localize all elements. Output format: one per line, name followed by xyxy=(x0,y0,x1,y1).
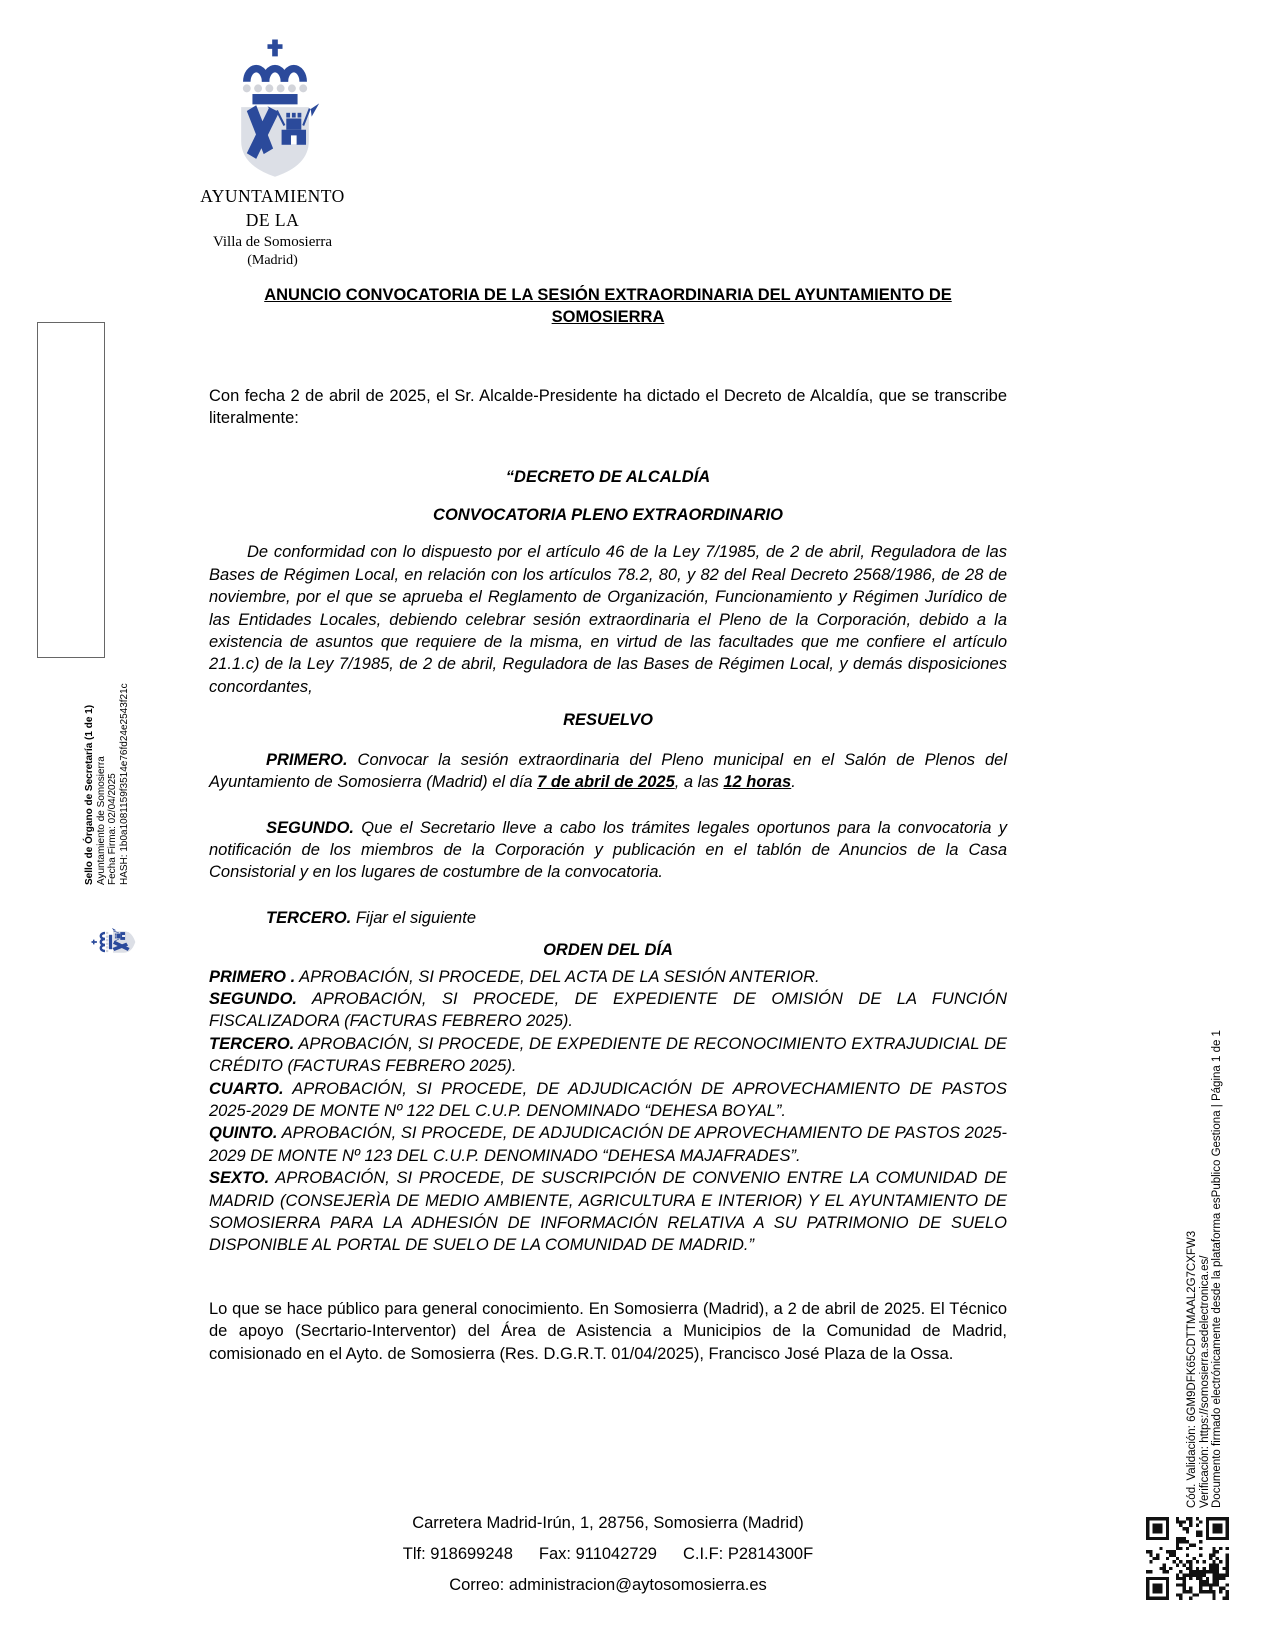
stamp-hash: HASH: 1b0a1081159f3514e76fd24e2543f21c xyxy=(118,683,130,885)
org-line-3: Villa de Somosierra xyxy=(212,234,333,250)
agenda-item-label: SEGUNDO. xyxy=(209,989,298,1008)
agenda-item xyxy=(209,988,1007,1033)
agenda-item-text: APROBACIÓN, SI PROCEDE, DEL ACTA DE LA SESIÓN ANTERIOR. xyxy=(295,967,820,986)
org-line-2: DE LA xyxy=(245,210,300,230)
decree-heading: “DECRETO DE ALCALDÍA xyxy=(505,467,711,486)
agenda-item xyxy=(209,1078,1007,1123)
agenda-item xyxy=(209,1033,1007,1078)
organization-name xyxy=(180,186,365,269)
agenda-item-text: APROBACIÓN, SI PROCEDE, DE ADJUDICACIÓN DE APROVECHAMIENTO DE PASTOS 2025-2029 DE MONTE Nº 122 DEL C.U.P. DENOMINADO “DEHESA BOYAL”. xyxy=(209,1079,1007,1120)
agenda-item-label: SEXTO. xyxy=(209,1169,270,1188)
footer-address: Carretera Madrid-Irún, 1, 28756, Somosierra (Madrid) xyxy=(412,1514,804,1532)
document-body xyxy=(209,284,1007,1365)
agenda-item-text: APROBACIÓN, SI PROCEDE, DE ADJUDICACIÓN DE APROVECHAMIENTO DE PASTOS 2025-2029 DE MONTE Nº 123 DEL C.U.P. DENOMINADO “DEHESA MAJAFRADES”. xyxy=(209,1124,1007,1165)
stamp-date: Fecha Firma: 02/04/2025 xyxy=(107,773,118,885)
agenda-item xyxy=(209,1167,1007,1257)
intro-paragraph: Con fecha 2 de abril de 2025, el Sr. Alcalde-Presidente ha dictado el Decreto de Alcaldía, que se transcribe literalmente: xyxy=(209,386,1007,428)
qr-code xyxy=(1146,1517,1229,1600)
footer-phones xyxy=(209,1539,1007,1570)
session-time: 12 horas xyxy=(723,773,792,792)
resolution-primero-text: Convocar la sesión extraordinaria del Pleno municipal en el Salón de Plenos del Ayuntamiento de Somosierra (Madrid) el día xyxy=(209,750,1007,792)
agenda-item-label: QUINTO. xyxy=(209,1124,278,1143)
footer-contact xyxy=(209,1508,1007,1601)
agenda-heading: ORDEN DEL DÍA xyxy=(543,941,673,960)
resolution-segundo xyxy=(209,817,1007,884)
footer-fax: Fax: 911042729 xyxy=(538,1545,657,1563)
org-line-4: (Madrid) xyxy=(247,253,298,268)
footer-cif: C.I.F: P2814300F xyxy=(682,1545,814,1563)
org-line-1: AYUNTAMIENTO xyxy=(200,186,345,206)
agenda-item-text: APROBACIÓN, SI PROCEDE, DE EXPEDIENTE DE RECONOCIMIENTO EXTRAJUDICIAL DE CRÉDITO (FACTURAS FEBRERO 2025). xyxy=(209,1034,1007,1076)
decree-preamble: De conformidad con lo dispuesto por el artículo 46 de la Ley 7/1985, de 2 de abril, Reguladora de las Bases de Régimen Local, en relación con los artículos 78.2, 80, y 82 del Real Decreto 2568/1986, de 28 de noviembre, por el que se aprueba el Reglamento de Organización, Funcionamiento y Régimen Jurídico de las Entidades Locales, debiendo celebrar sesión extraordinaria el Pleno de la Corporación, debido a la existencia de asuntos que requiere de la misma, en virtud de las facultades que me confiere el artículo 21.1.c) de la Ley 7/1985, de 2 de abril, Reguladora de las Bases de Régimen Local, y demás disposiciones concordantes, xyxy=(209,543,1007,696)
resuelvo-heading: RESUELVO xyxy=(563,711,653,730)
resolution-tercero-text: Fijar el siguiente xyxy=(351,908,476,927)
resolution-tercero xyxy=(209,907,1007,929)
validation-code: Cód. Validación: 6GM9DFK65CDTTMAAL2G7CXFW3 xyxy=(1186,1230,1198,1508)
stamp-title: Sello de Órgano de Secretaría (1 de 1) xyxy=(84,704,95,885)
session-date: 7 de abril de 2025 xyxy=(537,773,675,792)
validation-sidebar xyxy=(1186,933,1224,1508)
secretary-stamp-box xyxy=(37,322,130,885)
agenda-item xyxy=(209,1122,1007,1167)
closing-paragraph: Lo que se hace público para general conocimiento. En Somosierra (Madrid), a 2 de abril de 2025. El Técnico de apoyo (Secrtario-Interventor) del Área de Asistencia a Municipios de la Comunidad de Madrid, comisionado en el Ayto. de Somosierra (Res. D.G.R.T. 01/04/2025), Francisco José Plaza de la Ossa. xyxy=(209,1299,1007,1363)
resolution-tercero-label: TERCERO. xyxy=(266,908,352,927)
document-title: ANUNCIO CONVOCATORIA DE LA SESIÓN EXTRAORDINARIA DEL AYUNTAMIENTO DE SOMOSIERRA xyxy=(264,286,952,327)
resolution-primero-label: PRIMERO. xyxy=(266,750,348,769)
resolution-segundo-label: SEGUNDO. xyxy=(266,818,355,837)
agenda-item-text: APROBACIÓN, SI PROCEDE, DE EXPEDIENTE DE OMISIÓN DE LA FUNCIÓN FISCALIZADORA (FACTURAS FEBRERO 2025). xyxy=(209,989,1007,1031)
decree-subheading: CONVOCATORIA PLENO EXTRAORDINARIO xyxy=(433,506,783,525)
agenda-item-label: TERCERO. xyxy=(209,1034,295,1053)
signature-platform-note: Documento firmado electrónicamente desde la plataforma esPublico Gestiona | Página 1 de 1 xyxy=(1211,1030,1223,1508)
resolution-primero-mid: , a las xyxy=(674,773,724,792)
coat-of-arms-icon-small xyxy=(91,927,137,957)
agenda-item-text: APROBACIÓN, SI PROCEDE, DE SUSCRIPCIÓN DE CONVENIO ENTRE LA COMUNIDAD DE MADRID (CONSEJERÌA DE MEDIO AMBIENTE, AGRICULTURA E INTERIOR) Y EL AYUNTAMIENTO DE SOMOSIERRA PARA LA ADHESIÓN DE INFORMACIÓN RELATIVA A SU PATRIMONIO DE SUELO DISPONIBLE AL PORTAL DE SUELO DE LA COMUNIDAD DE MADRID.” xyxy=(209,1169,1007,1255)
stamp-text xyxy=(84,661,130,885)
resolution-segundo-text: Que el Secretario lleve a cabo los trámites legales oportunos para la convocatoria y notificación de los miembros de la Corporación y publicación en el tablón de Anuncios de la Casa Consistorial y en los lugares de costumbre de la convocatoria. xyxy=(209,818,1007,882)
footer-email: Correo: administracion@aytosomosierra.es xyxy=(449,1576,767,1594)
resolution-primero xyxy=(209,749,1007,794)
agenda-item-label: CUARTO. xyxy=(209,1079,284,1098)
resolution-primero-end: . xyxy=(791,773,796,792)
agenda-list xyxy=(209,966,1007,1257)
footer-tel: Tlf: 918699248 xyxy=(402,1545,513,1563)
agenda-item-label: PRIMERO . xyxy=(209,967,296,986)
agenda-item xyxy=(209,966,1007,988)
stamp-org: Ayuntamiento de Somosierra xyxy=(95,756,107,885)
verification-url: Verificación: https://somosierra.sedelectronica.es/ xyxy=(1198,1255,1211,1508)
coat-of-arms-icon xyxy=(228,36,322,184)
